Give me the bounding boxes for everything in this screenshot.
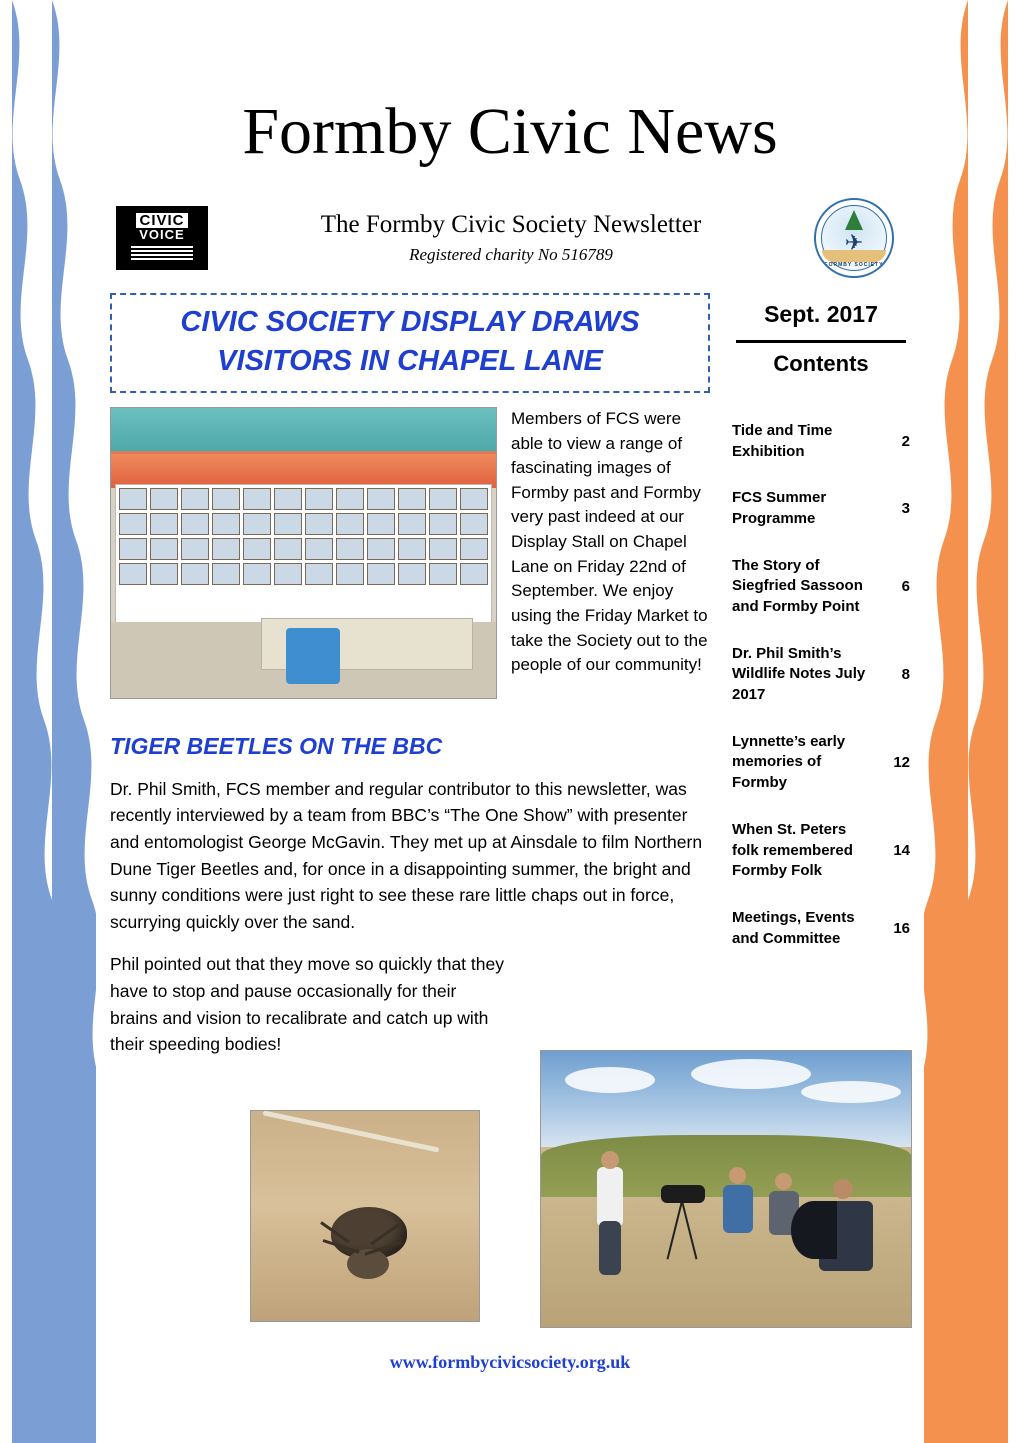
civic-voice-logo-stripes bbox=[131, 246, 193, 262]
lead-photo-row bbox=[110, 407, 710, 699]
person-head bbox=[833, 1179, 853, 1199]
list-item[interactable] bbox=[732, 908, 910, 949]
civic-voice-logo-line1: CIVIC bbox=[136, 213, 187, 228]
issue-date: Sept. 2017 bbox=[764, 300, 878, 327]
bbc-filming-photo bbox=[540, 1050, 912, 1328]
contents-item-label: FCS Summer Programme bbox=[732, 489, 827, 527]
contents-title: Contents bbox=[773, 350, 869, 376]
bird-icon: ✈ bbox=[844, 229, 864, 255]
stall-chair bbox=[286, 628, 340, 684]
page-title: Formby Civic News bbox=[242, 95, 778, 168]
lead-headline: CIVIC SOCIETY DISPLAY DRAWS VISITORS IN CHAPEL LANE bbox=[180, 305, 640, 377]
cloud bbox=[801, 1081, 901, 1103]
secondary-paragraph-2: Phil pointed out that they move so quickly that they have to stop and pause occasionally for their brains and vision to recalibrate and catch up with their speeding bodies! bbox=[110, 954, 504, 1055]
person-legs bbox=[599, 1221, 621, 1275]
contents-item-label: Meetings, Events and Committee bbox=[732, 908, 855, 947]
masthead-subrow bbox=[110, 199, 910, 277]
contents-column bbox=[710, 407, 910, 1058]
issue-date-column bbox=[710, 293, 910, 393]
divider bbox=[736, 340, 906, 343]
contents-item-label: Dr. Phil Smith’s Wildlife Notes July 2017 bbox=[732, 644, 866, 704]
list-item[interactable] bbox=[732, 488, 910, 529]
camera bbox=[661, 1185, 705, 1203]
body-area bbox=[110, 407, 910, 1058]
cloud bbox=[565, 1067, 655, 1093]
person-head bbox=[729, 1167, 746, 1184]
contents-item-page: 16 bbox=[893, 920, 910, 938]
left-wave-graphic bbox=[0, 0, 96, 1443]
lead-headline-box bbox=[110, 293, 710, 393]
contents-item-page: 2 bbox=[901, 433, 910, 451]
contents-item-label: The Story of Siegfried Sassoon and Formby Point bbox=[732, 556, 863, 615]
tiger-beetle-photo bbox=[250, 1110, 480, 1322]
website-link[interactable]: www.formbycivicsociety.org.uk bbox=[389, 1352, 631, 1372]
list-item[interactable] bbox=[732, 421, 910, 462]
secondary-headline: TIGER BEETLES ON THE BBC bbox=[110, 732, 443, 759]
newsletter-subtitle: The Formby Civic Society Newsletter bbox=[320, 210, 702, 238]
contents-list bbox=[732, 421, 910, 949]
person-head bbox=[775, 1173, 792, 1190]
masthead-subtitle-block bbox=[208, 211, 814, 265]
contents-item-page: 3 bbox=[901, 500, 910, 518]
cloud bbox=[691, 1059, 811, 1089]
charity-number: Registered charity No 516789 bbox=[409, 244, 613, 264]
stall-display-boards bbox=[115, 484, 492, 624]
list-item[interactable] bbox=[732, 556, 910, 618]
person-standing bbox=[597, 1167, 623, 1227]
pine-tree-icon bbox=[845, 210, 863, 230]
person-seated bbox=[723, 1185, 753, 1233]
headline-row bbox=[110, 293, 910, 393]
formby-civic-society-logo bbox=[814, 198, 894, 278]
main-column bbox=[110, 407, 710, 1058]
list-item[interactable] bbox=[732, 820, 910, 882]
contents-item-page: 6 bbox=[901, 578, 910, 596]
secondary-paragraph-1: Dr. Phil Smith, FCS member and regular contributor to this newsletter, was recently interviewed by a team from BBC’s “The One Show” with presenter and entomologist George McGavin. They met up at Ainsdale to film Northern Dune Tiger Beetles and, for once in a disappointing summer, the bright and sunny conditions were just right to see these rare little chaps out in force, scurrying quickly over the sand. bbox=[110, 778, 703, 932]
contents-item-page: 14 bbox=[893, 842, 910, 860]
beetle-stick bbox=[262, 1110, 439, 1152]
contents-item-page: 8 bbox=[901, 666, 910, 684]
civic-voice-logo-line2: VOICE bbox=[139, 227, 185, 243]
stall-canopy-lower bbox=[111, 454, 496, 488]
reflector bbox=[791, 1201, 837, 1259]
contents-item-label: When St. Peters folk remembered Formby Folk bbox=[732, 820, 853, 880]
person-head bbox=[601, 1151, 619, 1169]
right-wave-border bbox=[924, 0, 1020, 1443]
lower-photo-area bbox=[110, 1036, 910, 1326]
logo-band-text: FORMBY SOCIETY bbox=[824, 261, 884, 268]
display-stall-photo bbox=[110, 407, 497, 699]
left-wave-border bbox=[0, 0, 96, 1443]
right-wave-graphic bbox=[924, 0, 1020, 1443]
contents-item-page: 12 bbox=[893, 754, 910, 772]
list-item[interactable] bbox=[732, 732, 910, 794]
contents-item-label: Tide and Time Exhibition bbox=[732, 421, 833, 460]
contents-item-label: Lynnette’s early memories of Formby bbox=[732, 732, 846, 792]
civic-voice-logo bbox=[116, 206, 208, 270]
list-item[interactable] bbox=[732, 644, 910, 706]
lead-article-text: Members of FCS were able to view a range of fascinating images of Formby past and Formby very past indeed at our Display Stall on Chapel Lane on Friday 22nd of September. We enjoy using the Friday Market to take the Society out to the people of our community! bbox=[511, 408, 708, 675]
